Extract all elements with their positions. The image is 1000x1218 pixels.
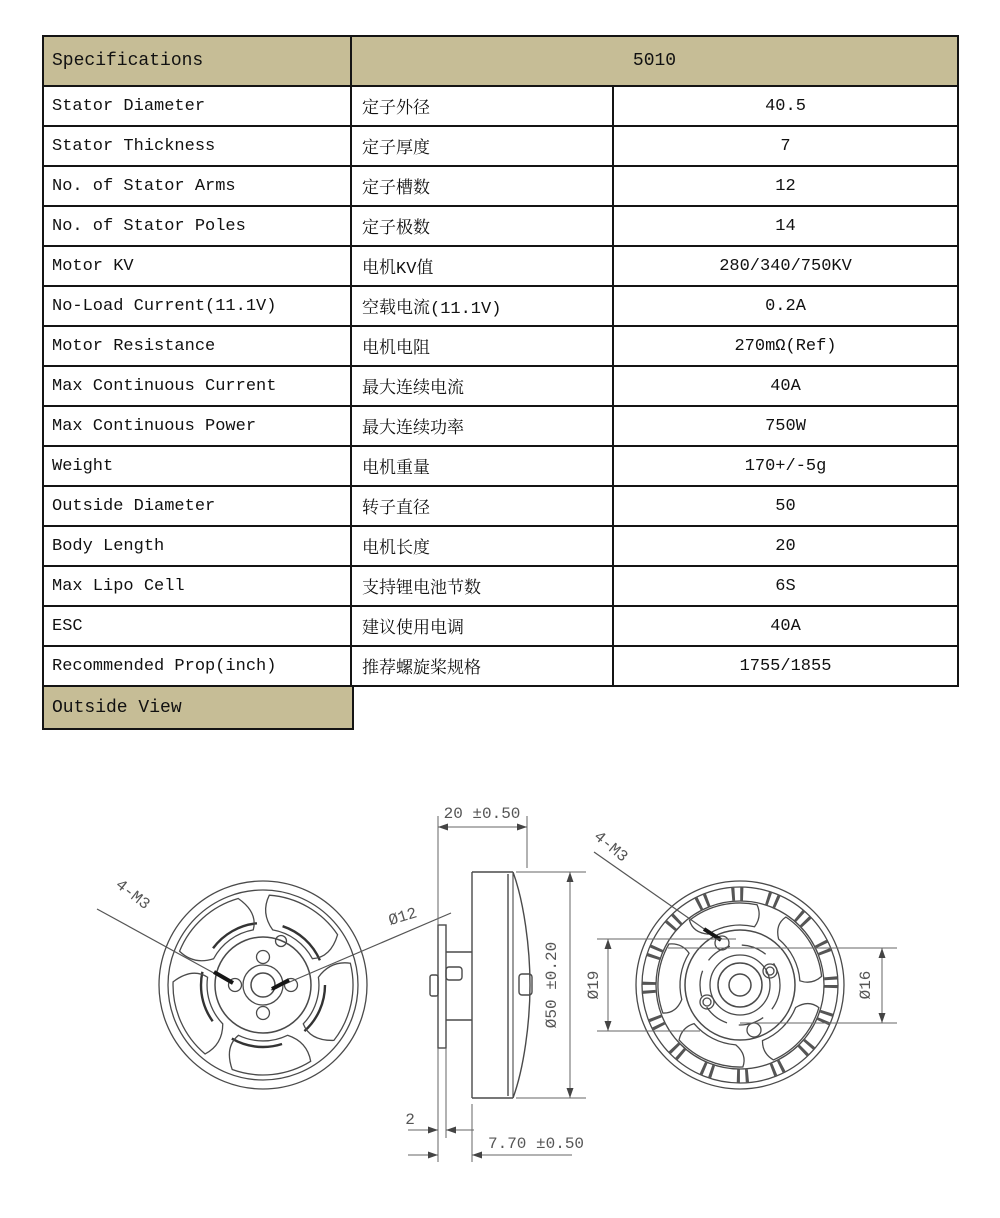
spec-value: 50 <box>613 486 958 526</box>
spec-rows-body <box>43 86 958 686</box>
spec-name-en: Body Length <box>43 526 351 566</box>
specification-table <box>42 35 959 687</box>
spec-name-cn: 最大连续功率 <box>351 406 613 446</box>
spec-name-en: No. of Stator Arms <box>43 166 351 206</box>
specification-table-wrap <box>42 35 959 730</box>
outside-view-label: Outside View <box>42 685 354 730</box>
spec-value: 1755/1855 <box>613 646 958 686</box>
spec-value: 270mΩ(Ref) <box>613 326 958 366</box>
spec-value: 12 <box>613 166 958 206</box>
spec-row <box>43 86 958 126</box>
spec-row <box>43 486 958 526</box>
spec-name-en: Recommended Prop(inch) <box>43 646 351 686</box>
spec-value: 14 <box>613 206 958 246</box>
spec-value: 20 <box>613 526 958 566</box>
back-view-callouts <box>594 852 721 940</box>
spec-row <box>43 166 958 206</box>
spec-name-cn: 最大连续电流 <box>351 366 613 406</box>
spec-row <box>43 606 958 646</box>
table-header-row <box>43 36 958 86</box>
spec-name-en: No. of Stator Poles <box>43 206 351 246</box>
front-shaft-diameter-label: Ø12 <box>386 904 420 930</box>
spec-name-en: Stator Thickness <box>43 126 351 166</box>
side-diameter-dimension: Ø50 ±0.20 <box>543 941 561 1029</box>
back-bolt-pattern-label: 4-M3 <box>590 827 632 867</box>
spec-row <box>43 286 958 326</box>
spec-value: 7 <box>613 126 958 166</box>
spec-name-cn: 电机重量 <box>351 446 613 486</box>
back-view-drawing <box>636 879 844 1089</box>
spec-name-cn: 转子直径 <box>351 486 613 526</box>
back-hub-inner-dimension: Ø16 <box>857 970 875 1000</box>
spec-value: 40.5 <box>613 86 958 126</box>
spec-row <box>43 446 958 486</box>
spec-name-en: Motor Resistance <box>43 326 351 366</box>
spec-name-cn: 定子极数 <box>351 206 613 246</box>
spec-name-en: No-Load Current(11.1V) <box>43 286 351 326</box>
spec-value: 170+/-5g <box>613 446 958 486</box>
spec-row <box>43 646 958 686</box>
spec-name-en: Max Lipo Cell <box>43 566 351 606</box>
flange-thickness-dimension: 2 <box>405 1111 415 1129</box>
spec-name-cn: 空载电流(11.1V) <box>351 286 613 326</box>
spec-value: 280/340/750KV <box>613 246 958 286</box>
spec-row <box>43 206 958 246</box>
spec-name-en: Stator Diameter <box>43 86 351 126</box>
spec-name-cn: 电机电阻 <box>351 326 613 366</box>
spec-name-en: Max Continuous Power <box>43 406 351 446</box>
spec-name-cn: 定子外径 <box>351 86 613 126</box>
spec-value: 6S <box>613 566 958 606</box>
spec-value: 0.2A <box>613 286 958 326</box>
spec-name-en: Weight <box>43 446 351 486</box>
spec-name-cn: 支持锂电池节数 <box>351 566 613 606</box>
spec-row <box>43 406 958 446</box>
outline-drawing <box>0 770 1000 1218</box>
spec-value: 750W <box>613 406 958 446</box>
spec-name-cn: 建议使用电调 <box>351 606 613 646</box>
spec-name-cn: 定子槽数 <box>351 166 613 206</box>
spec-name-cn: 电机KV值 <box>351 246 613 286</box>
spec-value: 40A <box>613 606 958 646</box>
front-view-drawing <box>150 881 372 1101</box>
spec-name-cn: 电机长度 <box>351 526 613 566</box>
spec-row <box>43 366 958 406</box>
spec-row <box>43 566 958 606</box>
spec-name-cn: 推荐螺旋桨规格 <box>351 646 613 686</box>
spec-row <box>43 526 958 566</box>
spec-row <box>43 126 958 166</box>
spec-name-en: Outside Diameter <box>43 486 351 526</box>
spec-name-en: Motor KV <box>43 246 351 286</box>
spec-value: 40A <box>613 366 958 406</box>
side-length-dimension: 20 ±0.50 <box>443 805 521 823</box>
spec-name-en: ESC <box>43 606 351 646</box>
flange-offset-dimension: 7.70 ±0.50 <box>488 1135 585 1153</box>
spec-row <box>43 326 958 366</box>
header-model-number: 5010 <box>351 36 958 86</box>
spec-name-cn: 定子厚度 <box>351 126 613 166</box>
spec-row <box>43 246 958 286</box>
front-bolt-pattern-label: 4-M3 <box>111 875 154 914</box>
header-specifications-label: Specifications <box>43 36 351 86</box>
spec-name-en: Max Continuous Current <box>43 366 351 406</box>
back-hub-outer-dimension: Ø19 <box>585 970 603 1000</box>
side-view-drawing <box>430 872 532 1098</box>
